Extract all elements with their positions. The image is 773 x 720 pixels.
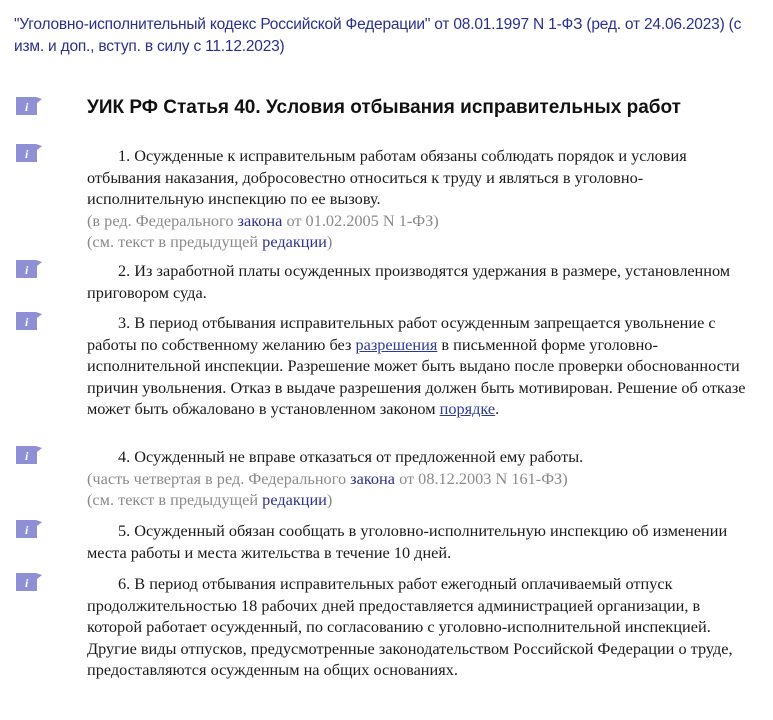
- info-comment-icon[interactable]: [16, 520, 42, 538]
- paragraph-2: [87, 260, 757, 303]
- edition-note: (в ред. Федерального закона от 01.02.2005 N 1-ФЗ): [87, 210, 439, 230]
- article-heading: УИК РФ Статья 40. Условия отбывания исправительных работ: [87, 97, 681, 118]
- info-comment-icon[interactable]: [16, 144, 42, 162]
- paragraph-text: 6. В период отбывания исправительных работ ежегодный оплачиваемый отпуск продолжительностью 18 рабочих дней предоставляется администрацией организации, в которой работает осужденный, по согласованию с уголовно-исполнительной инспекцией. Другие виды отпусков, предусмотренные законодательством Российской Федерации о труде, предоставляются осужденным на общих основаниях.: [87, 574, 733, 679]
- info-comment-icon[interactable]: [16, 446, 42, 464]
- permission-link[interactable]: разрешения: [355, 334, 438, 354]
- paragraph-text: 5. Осужденный обязан сообщать в уголовно-исполнительную инспекцию об изменении места работы и места жительства в течение 10 дней.: [87, 521, 728, 562]
- paragraph-text: 2. Из заработной платы осужденных производятся удержания в размере, установленном приговором суда.: [87, 261, 731, 302]
- svg-text:i: i: [25, 523, 29, 537]
- law-link[interactable]: закона: [350, 468, 395, 488]
- paragraph-text: 3. В период отбывания исправительных работ осужденным запрещается увольнение с работы по собственному желанию без разрешения в письменной форме уголовно-исполнительной инспекции. Разрешение может быть выдано после проверки обоснованности причин увольнения. Отказ в выдаче разрешения должен быть мотивирован. Решение об отказе может быть обжаловано в установленном законом порядке.: [87, 313, 746, 418]
- procedure-link[interactable]: порядке: [439, 399, 496, 418]
- law-link[interactable]: закона: [237, 210, 283, 230]
- previous-edition-link[interactable]: редакции: [262, 490, 327, 509]
- paragraph-3: [87, 312, 757, 420]
- svg-text:i: i: [25, 449, 29, 463]
- paragraph-6: [87, 573, 757, 681]
- info-comment-icon[interactable]: [16, 260, 42, 278]
- paragraph-text: 4. Осужденный не вправе отказаться от предложенной ему работы.: [118, 447, 584, 466]
- info-comment-icon[interactable]: [16, 312, 42, 330]
- previous-edition-link[interactable]: редакции: [262, 232, 327, 251]
- paragraph-1: [87, 145, 757, 253]
- info-comment-icon[interactable]: [16, 573, 42, 591]
- info-comment-icon[interactable]: [16, 97, 42, 115]
- svg-text:i: i: [25, 315, 29, 329]
- svg-text:i: i: [25, 147, 29, 161]
- edition-note: (часть четвертая в ред. Федерального закона от 08.12.2003 N 161-ФЗ): [87, 468, 568, 488]
- paragraph-text: 1. Осужденные к исправительным работам обязаны соблюдать порядок и условия отбывания наказания, добросовестно относиться к труду и являться в уголовно-исполнительную инспекцию по ее вызову.: [87, 146, 687, 208]
- document-title[interactable]: "Уголовно-исполнительный кодекс Российской Федерации" от 08.01.1997 N 1-ФЗ (ред. от 24.06.2023) (с изм. и доп., вступ. в силу с 11.12.2023): [14, 16, 742, 55]
- paragraph-4: [87, 446, 757, 511]
- previous-edition-note: (см. текст в предыдущей редакции): [87, 232, 333, 251]
- previous-edition-note: (см. текст в предыдущей редакции): [87, 490, 333, 509]
- svg-text:i: i: [25, 100, 29, 114]
- svg-text:i: i: [25, 263, 29, 277]
- paragraph-5: [87, 520, 757, 563]
- svg-text:i: i: [25, 576, 29, 590]
